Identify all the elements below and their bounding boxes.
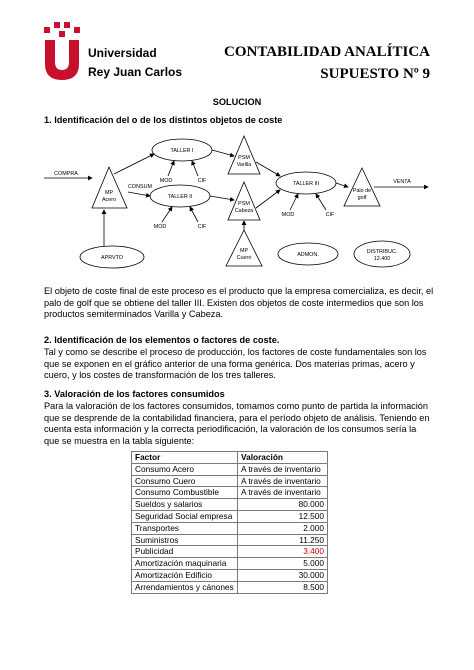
- valoracion-cell: 30.000: [238, 569, 328, 581]
- factor-cell: Amortización maquinaria: [132, 558, 238, 570]
- label-psm-cabeza-2: Cabeza: [234, 208, 254, 214]
- header-valoracion: Valoración: [238, 452, 328, 464]
- valoracion-cell: 5.000: [238, 558, 328, 570]
- table-row: [132, 569, 328, 581]
- label-taller1: TALLER I: [170, 148, 194, 154]
- factor-cell: Consumo Acero: [132, 463, 238, 475]
- table-header-row: [132, 452, 328, 464]
- label-mp-acero-1: MP: [104, 190, 114, 196]
- section2-paragraph: Tal y como se describe el proceso de producción, los factores de coste fundamentales son los que se exponen en el gráfico anterior de una forma genérica. Dos materias primas, acero y cuero, y los costes de transformación de los tres talleres.: [44, 347, 427, 381]
- table-row: [132, 510, 328, 522]
- label-taller2: TALLER II: [167, 194, 193, 200]
- table-row: [132, 487, 328, 499]
- factor-cell: Consumo Cuero: [132, 475, 238, 487]
- label-distribuc-1: DISTRIBUC.: [366, 249, 398, 255]
- table-row: [132, 534, 328, 546]
- cost-table: [131, 451, 328, 594]
- section1-paragraph: El objeto de coste final de este proceso es el producto que la empresa comercializa, es decir, el palo de golf que se obtiene del taller III. Existen dos objetos de coste intermedios que son los productos semiterminados Varilla y Cabeza.: [44, 286, 434, 320]
- label-mp-acero-2: Acero: [101, 197, 117, 203]
- valoracion-cell: 3.400: [238, 546, 328, 558]
- label-psm-cabeza-1: PSM: [238, 201, 250, 207]
- factor-cell: Transportes: [132, 522, 238, 534]
- section1-heading: 1. Identificación del o de los distintos objetos de coste: [44, 115, 283, 125]
- label-mod-2: MOD: [153, 224, 167, 230]
- valoracion-cell: 12.500: [238, 510, 328, 522]
- table-row: [132, 546, 328, 558]
- section3-heading: 3. Valoración de los factores consumidos: [44, 389, 225, 399]
- table-row: [132, 522, 328, 534]
- label-cif-2: CIF: [197, 224, 207, 230]
- table-row: [132, 581, 328, 593]
- cost-table-body: [132, 463, 328, 593]
- table-row: [132, 463, 328, 475]
- table-row: [132, 499, 328, 511]
- cost-flow-diagram: [44, 130, 434, 280]
- document-subtitle: SUPUESTO Nº 9: [320, 66, 430, 82]
- section2-heading: 2. Identificación de los elementos o factores de coste.: [44, 335, 280, 345]
- university-name: [88, 46, 182, 79]
- cost-table-wrapper: [131, 451, 328, 594]
- factor-cell: Arrendamientos y cánones: [132, 581, 238, 593]
- factor-cell: Publicidad: [132, 546, 238, 558]
- valoracion-cell: 11.250: [238, 534, 328, 546]
- valoracion-cell: 80.000: [238, 499, 328, 511]
- label-mod-1: MOD: [159, 178, 173, 184]
- university-logo: [42, 22, 82, 80]
- university-line2: Rey Juan Carlos: [88, 65, 183, 79]
- label-mp-cuero-2: Cuero: [236, 255, 252, 261]
- document-title: CONTABILIDAD ANALÍTICA: [223, 44, 430, 60]
- valoracion-cell: A través de inventario: [238, 463, 328, 475]
- label-distribuc-2: 12.400: [373, 256, 391, 262]
- label-compra: COMPRA: [54, 171, 78, 177]
- valoracion-cell: 8.500: [238, 581, 328, 593]
- factor-cell: Seguridad Social empresa: [132, 510, 238, 522]
- factor-cell: Suministros: [132, 534, 238, 546]
- solution-title: SOLUCION: [212, 97, 262, 107]
- valoracion-cell: A través de inventario: [238, 487, 328, 499]
- label-palo-1: Palo de: [352, 188, 372, 194]
- label-taller3: TALLER III: [293, 181, 319, 187]
- header-factor: Factor: [132, 452, 238, 464]
- factor-cell: Consumo Combustible: [132, 487, 238, 499]
- label-mod-3: MOD: [281, 212, 295, 218]
- label-psm-varilla-1: PSM: [238, 155, 250, 161]
- valoracion-cell: A través de inventario: [238, 475, 328, 487]
- label-mp-cuero-1: MP: [239, 248, 249, 254]
- label-cif-1: CIF: [197, 178, 207, 184]
- label-aprvto: APRVTO: [101, 255, 123, 261]
- factor-cell: Amortización Edificio: [132, 569, 238, 581]
- label-admon: ADMON.: [297, 252, 319, 258]
- label-palo-2: golf: [357, 195, 367, 201]
- table-row: [132, 475, 328, 487]
- valoracion-cell: 2.000: [238, 522, 328, 534]
- section3-paragraph: Para la valoración de los factores consumidos, tomamos como punto de partida la información que se desprende de la contabilidad financiera, para el período objeto de análisis. Teniendo en cuenta esta información y la correcta periodificación, la valoración de los consumos sería la que se muestra en la tabla siguiente:: [44, 401, 430, 446]
- label-venta: VENTA: [393, 179, 411, 185]
- table-row: [132, 558, 328, 570]
- label-consum: CONSUM: [128, 184, 152, 190]
- factor-cell: Sueldos y salarios: [132, 499, 238, 511]
- label-cif-3: CIF: [325, 212, 335, 218]
- label-psm-varilla-2: Varilla: [236, 162, 252, 168]
- university-line1: Universidad: [88, 46, 157, 60]
